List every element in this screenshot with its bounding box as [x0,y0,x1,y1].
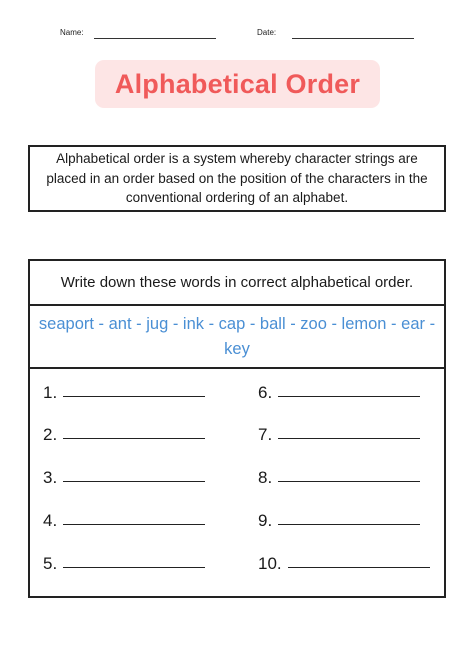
answer-number: 9. [258,511,273,530]
definition-box [28,145,446,212]
answer-blank[interactable] [288,567,430,568]
name-label: Name: [60,28,84,37]
answer-number: 7. [258,425,273,444]
answer-number: 5. [43,554,58,573]
answer-number: 6. [258,383,273,402]
answer-blank[interactable] [278,396,420,397]
answer-number: 4. [43,511,58,530]
answer-number: 3. [43,468,58,487]
answer-blank[interactable] [63,524,205,525]
instruction-text: Write down these words in correct alphabetical order. [60,274,414,291]
answer-item [43,468,205,488]
answer-blank[interactable] [278,481,420,482]
answer-number: 1. [43,383,58,402]
name-field[interactable] [94,38,216,39]
answer-blank[interactable] [63,438,205,439]
answer-blank[interactable] [63,481,205,482]
answer-blank[interactable] [278,524,420,525]
answer-item [258,554,430,574]
answer-number: 8. [258,468,273,487]
answer-blank[interactable] [63,396,205,397]
word-list: seaport - ant - jug - ink - cap - ball - zoo - lemon - ear - key [38,314,436,358]
date-field[interactable] [292,38,414,39]
answer-grid [30,369,444,598]
answer-item [258,511,420,531]
page-title: Alphabetical Order [114,68,361,99]
answer-number: 10. [258,554,282,573]
answer-item [43,425,205,445]
answer-item [43,383,205,403]
answer-item [43,511,205,531]
answer-item [258,468,420,488]
worksheet-box [28,259,446,598]
answer-item [258,383,420,403]
answer-number: 2. [43,425,58,444]
title-badge [95,60,380,108]
answer-blank[interactable] [63,567,205,568]
date-label: Date: [257,28,277,37]
answer-item [43,554,205,574]
header-fields [0,27,474,41]
answer-blank[interactable] [278,438,420,439]
answer-item [258,425,420,445]
definition-text: Alphabetical order is a system whereby character strings are placed in an order based on the position of the characters in the conventional ordering of an alphabet. [46,151,428,206]
